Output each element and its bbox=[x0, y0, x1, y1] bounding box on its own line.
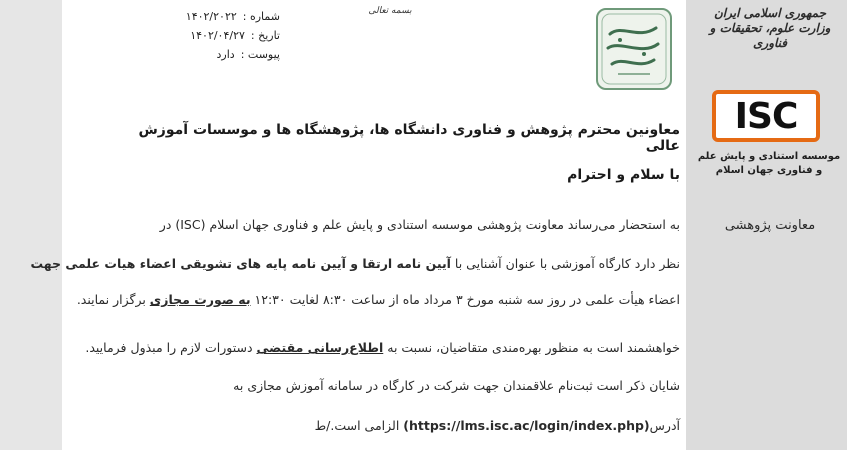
recipient-salutation: معاونین محترم پژوهش و فناوری دانشگاه ها، پژوهشگاه ها و موسسات آموزش عالی bbox=[138, 122, 680, 154]
body-text-bold: آیین نامه ارتقا و آیین نامه پایه های تشویقی اعضاء هیات علمی جهت bbox=[30, 256, 451, 271]
letter-date-label: تاریخ : bbox=[250, 29, 280, 42]
year-motto-emblem bbox=[596, 8, 672, 90]
letter-attachment-label: پیوست : bbox=[240, 48, 280, 61]
body-text: دستورات لازم را مبذول فرمایید. bbox=[85, 340, 257, 355]
letter-number-value: ۱۴۰۲/۲۰۲۲ bbox=[185, 10, 237, 23]
registration-url[interactable]: (https://lms.isc.ac/login/index.php) bbox=[403, 418, 650, 433]
ministry-name: جمهوری اسلامی ایران وزارت علوم، تحقیقات و فناوری bbox=[709, 6, 831, 50]
body-text: شایان ذکر است ثبت‌نام علاقمندان جهت شرکت در کارگاه در سامانه آموزش مجازی به bbox=[233, 378, 680, 393]
body-text: اعضاء هیأت علمی در روز سه شنبه مورخ ۳ مرداد ماه از ساعت ۸:۳۰ لغایت ۱۲:۳۰ bbox=[250, 292, 680, 307]
letter-date bbox=[140, 29, 280, 42]
letter-attachment bbox=[140, 48, 280, 61]
body-text: الزامی است./ط bbox=[314, 418, 404, 433]
body-line-4 bbox=[62, 338, 680, 358]
body-text: آدرس bbox=[649, 418, 680, 433]
letter-attachment-value: دارد bbox=[216, 48, 235, 61]
body-line-2 bbox=[30, 254, 680, 274]
body-text: خواهشمند است به منظور بهره‌مندی متقاضیان، نسبت به bbox=[383, 340, 680, 355]
body-line-5 bbox=[62, 376, 680, 396]
letter-number bbox=[140, 10, 280, 23]
isc-logo bbox=[712, 90, 820, 142]
online-format-emphasis: به صورت مجازی bbox=[149, 292, 251, 307]
body-line-3 bbox=[62, 290, 680, 310]
body-line-6 bbox=[62, 416, 680, 436]
greeting: با سلام و احترام bbox=[567, 167, 680, 183]
left-margin bbox=[0, 0, 62, 450]
letter-number-label: شماره : bbox=[242, 10, 280, 23]
body-text: به استحضار می‌رساند معاونت پژوهشی موسسه استنادی و پایش علم و فناوری جهان اسلام (ISC) در bbox=[159, 217, 680, 232]
body-line-1 bbox=[62, 215, 680, 235]
letter-date-value: ۱۴۰۲/۰۴/۲۷ bbox=[190, 29, 245, 42]
deputy-name: معاونت پژوهشی bbox=[724, 218, 816, 233]
institution-name: موسسه استنادی و پایش علم و فناوری جهان اسلام bbox=[697, 151, 841, 176]
body-text: نظر دارد کارگاه آموزشی با عنوان آشنایی با bbox=[450, 256, 680, 271]
bismillah: بسمه تعالی bbox=[368, 6, 412, 16]
notice-emphasis: اطلاع‌رسانی مقتضی bbox=[256, 340, 384, 355]
body-text: برگزار نمایند. bbox=[76, 292, 150, 307]
isc-logo-text: ISC bbox=[734, 95, 798, 137]
year-motto-icon bbox=[598, 10, 670, 88]
